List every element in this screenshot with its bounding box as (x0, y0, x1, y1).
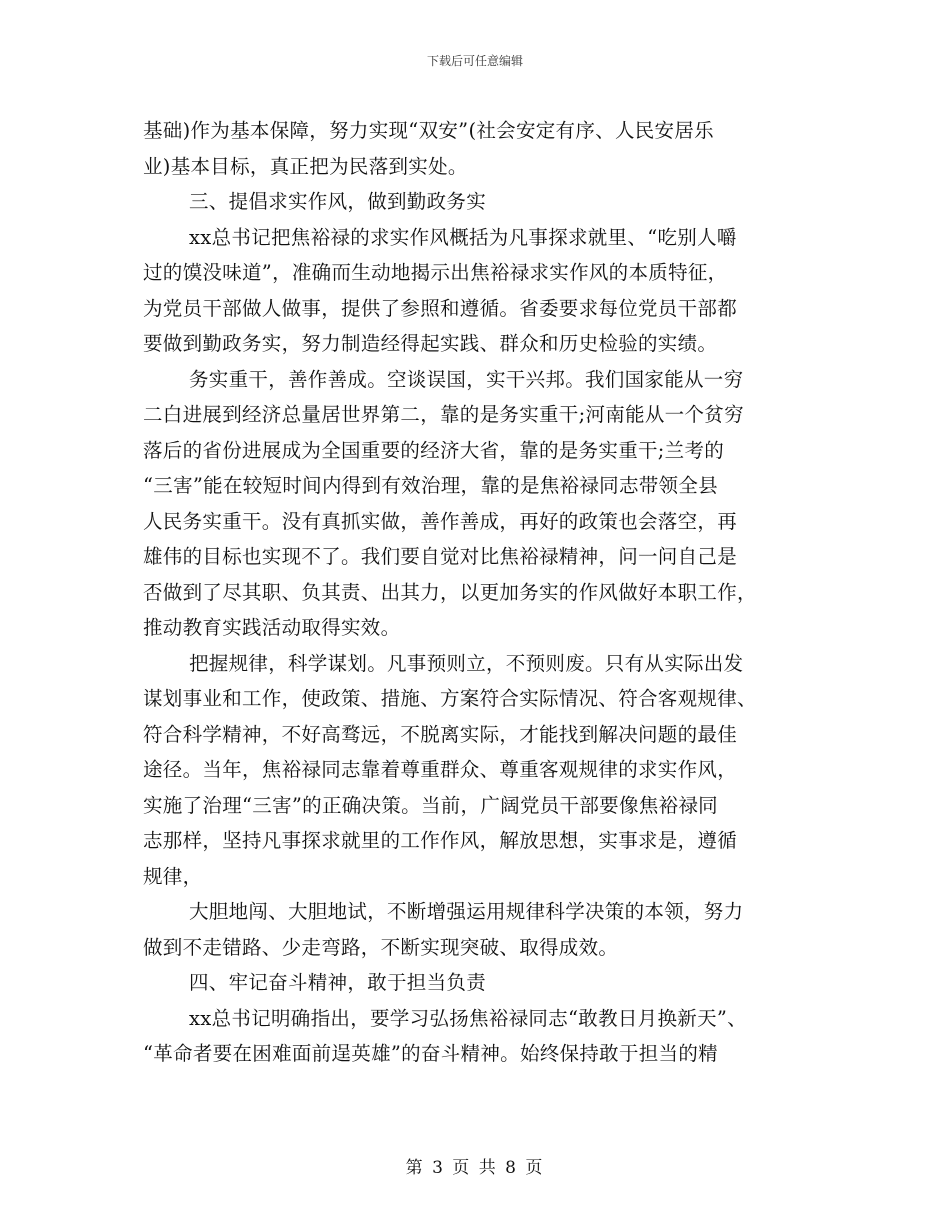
text-line: “三害”能在较短时间内得到有效治理，靠的是焦裕禄同志带领全县 (143, 474, 718, 497)
text-line: 途径。当年，焦裕禄同志靠着尊重群众、尊重客观规律的求实作风， (143, 758, 738, 781)
text-line: 否做到了尽其职、负其责、出其力，以更加务实的作风做好本职工作， (143, 580, 757, 604)
text-line: 业)基本目标，真正把为民落到实处。 (143, 154, 468, 178)
text-line: 要做到勤政务实，努力制造经得起实践、群众和历史检验的实绩。 (143, 332, 718, 355)
text-line: 志那样，坚持凡事探求就里的工作作风，解放思想，实事求是，遵循 (143, 829, 738, 852)
text-line: 四、牢记奋斗精神，敢于担当负责 (189, 971, 487, 994)
text-line: 符合科学精神，不好高骛远，不脱离实际，才能找到解决问题的最佳 (143, 722, 738, 746)
text-line: 雄伟的目标也实现不了。我们要自觉对比焦裕禄精神，问一问自己是 (143, 545, 738, 568)
page-footer: 第 3 页 共 8 页 (405, 1158, 545, 1178)
text-line: 实施了治理“三害”的正确决策。当前，广阔党员干部要像焦裕禄同 (143, 793, 718, 817)
text-line: 三、提倡求实作风，做到勤政务实 (189, 190, 487, 213)
text-line: 基础)作为基本保障，努力实现“双安”(社会安定有序、人民安居乐 (143, 119, 714, 142)
body-text (143, 113, 803, 1072)
text-line: 把握规律，科学谋划。凡事预则立，不预则废。只有从实际出发 (189, 651, 744, 675)
text-line: 务实重干，善作善成。空谈误国，实干兴邦。我们国家能从一穷 (189, 367, 744, 391)
text-line: 过的馍没味道”，准确而生动地揭示出焦裕禄求实作风的本质特征， (143, 261, 728, 284)
text-line: 推动教育实践活动取得实效。 (143, 616, 401, 639)
text-line: 大胆地闯、大胆地试，不断增强运用规律科学决策的本领，努力 (189, 900, 744, 923)
page-header: 下载后可任意编辑 (426, 54, 523, 68)
text-line: 人民务实重干。没有真抓实做，善作善成，再好的政策也会落空，再 (143, 509, 738, 533)
text-line: xx总书记把焦裕禄的求实作风概括为凡事探求就里、“吃别人嚼 (189, 225, 737, 249)
text-line: 二白进展到经济总量居世界第二，靠的是务实重干;河南能从一个贫穷 (143, 403, 744, 426)
text-line: 为党员干部做人做事，提供了参照和遵循。省委要求每位党员干部都 (143, 296, 738, 320)
text-line: 落后的省份进展成为全国重要的经济大省，靠的是务实重干;兰考的 (143, 438, 725, 462)
text-line: 谋划事业和工作，使政策、措施、方案符合实际情况、符合客观规律、 (143, 687, 757, 710)
text-line: xx总书记明确指出，要学习弘扬焦裕禄同志“敢教日月换新天”、 (189, 1006, 747, 1030)
text-line: 规律， (143, 864, 203, 888)
text-line: 做到不走错路、少走弯路，不断实现突破、取得成效。 (143, 935, 619, 959)
text-line: “革命者要在困难面前逞英雄”的奋斗精神。始终保持敢于担当的精 (143, 1042, 718, 1065)
